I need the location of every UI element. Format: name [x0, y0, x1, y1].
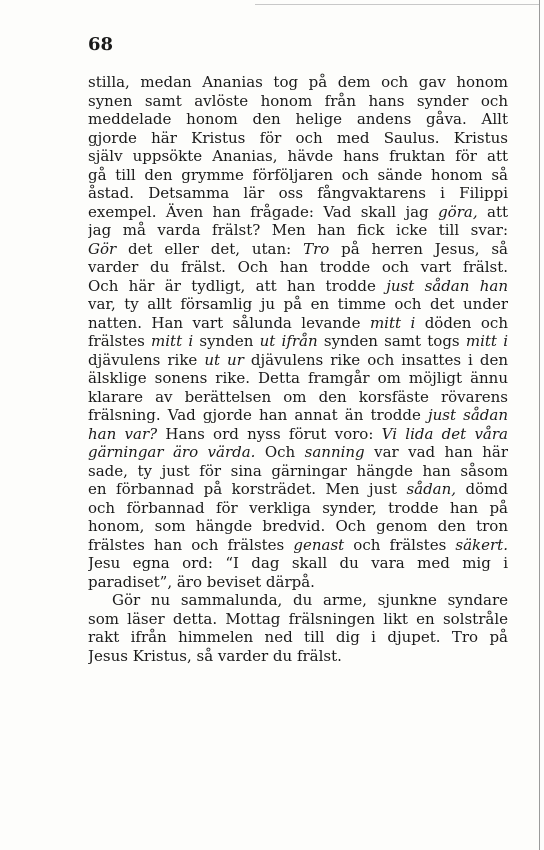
italic-emphasis: ut ur: [204, 350, 244, 369]
italic-emphasis: säkert.: [455, 535, 508, 554]
text-run: det eller det, utan:: [116, 239, 304, 258]
page-right-edge: [539, 0, 540, 850]
text-line: [88, 443, 508, 462]
text-line: [88, 73, 508, 92]
page-number: 68: [88, 34, 114, 55]
italic-emphasis: Tro: [303, 239, 330, 258]
text-line: [88, 332, 508, 351]
text-run: åstad. Detsamma lär oss fångvaktarens i Filippi: [88, 184, 508, 202]
text-run: frälstes han och frälstes: [88, 535, 294, 554]
text-run: på herren Jesus, så: [329, 239, 508, 258]
text-run: och frälstes: [344, 535, 456, 554]
text-run: dömd: [456, 480, 508, 498]
text-line: [88, 166, 508, 185]
text-line: [88, 462, 508, 481]
text-run: klarare av berättelsen om den korsfäste rövarens: [88, 387, 508, 406]
text-line: [88, 314, 508, 333]
text-run: frälsning. Vad gjorde han annat än trodde: [88, 406, 428, 424]
text-line: [88, 92, 508, 111]
text-run: djävulens rike och insattes i den: [243, 350, 508, 369]
text-line: [88, 610, 508, 629]
italic-emphasis: genast: [293, 535, 345, 554]
text-run: rakt ifrån himmelen ned till dig i djupet. Tro på: [88, 628, 508, 646]
text-run: Gör nu sammalunda, du arme, sjunkne syndare: [112, 591, 508, 609]
text-line: [88, 591, 508, 610]
text-line: [88, 147, 508, 166]
text-run: stilla, medan Ananias tog på dem och gav honom: [88, 73, 508, 91]
text-run: synen samt avlöste honom från hans synder och: [88, 91, 508, 110]
text-line: [88, 295, 508, 314]
text-run: natten. Han vart sålunda levande: [88, 313, 370, 332]
text-run: jag må varda frälst? Men han fick icke till svar:: [88, 221, 508, 239]
text-run: döden och: [415, 313, 508, 332]
italic-emphasis: mitt i: [151, 332, 194, 350]
text-line: [88, 425, 508, 444]
text-run: som läser detta. Mottag frälsningen likt en solstråle: [88, 609, 508, 628]
text-run: Och: [255, 443, 305, 461]
text-run: synden: [193, 332, 260, 350]
text-run: älsklige sonens rike. Detta framgår om möjligt ännu: [88, 369, 508, 387]
text-run: Hans ord nyss förut voro:: [157, 424, 382, 443]
text-line: [88, 221, 508, 240]
italic-emphasis: mitt i: [369, 313, 416, 332]
text-line: [88, 647, 508, 666]
text-line: [88, 203, 508, 222]
text-run: gjorde här Kristus för och med Saulus. Kristus: [88, 128, 508, 147]
text-line: [88, 573, 508, 592]
page-top-edge: [255, 4, 540, 5]
text-run: att: [477, 202, 508, 221]
text-run: Jesu egna ord: “I dag skall du vara med mig i: [88, 554, 508, 572]
body-text: [88, 73, 508, 665]
text-line: [88, 554, 508, 573]
text-run: paradiset”, äro beviset därpå.: [88, 572, 315, 591]
text-run: varder du frälst. Och han trodde och vart frälst.: [88, 258, 508, 276]
text-line: [88, 184, 508, 203]
italic-emphasis: Gör: [88, 239, 117, 258]
text-line: [88, 351, 508, 370]
text-run: Jesus Kristus, så varder du frälst.: [88, 646, 342, 665]
italic-emphasis: göra,: [438, 202, 478, 221]
text-line: [88, 499, 508, 518]
italic-emphasis: mitt i: [465, 332, 508, 350]
text-run: var vad han här: [364, 443, 508, 461]
italic-emphasis: gärningar äro värda.: [88, 443, 256, 461]
italic-emphasis: ut ifrån: [259, 332, 318, 350]
text-run: exempel. Även han frågade: Vad skall jag: [88, 202, 439, 221]
text-run: djävulens rike: [88, 350, 205, 369]
text-line: [88, 406, 508, 425]
text-line: [88, 110, 508, 129]
text-line: [88, 240, 508, 259]
text-line: [88, 517, 508, 536]
text-run: var, ty allt församlig ju på en timme och det under: [88, 295, 508, 313]
text-run: själv uppsökte Ananias, hävde hans fruktan för att: [88, 147, 508, 165]
text-line: [88, 536, 508, 555]
italic-emphasis: just sådan han: [386, 276, 508, 295]
italic-emphasis: han var?: [88, 424, 158, 443]
text-run: honom, som hängde bredvid. Och genom den tron: [88, 517, 508, 535]
text-run: sade, ty just för sina gärningar hängde han såsom: [88, 461, 508, 480]
text-line: [88, 277, 508, 296]
text-line: [88, 628, 508, 647]
text-run: frälstes: [88, 332, 152, 350]
text-run: Och här är tydligt, att han trodde: [88, 276, 387, 295]
text-line: [88, 369, 508, 388]
italic-emphasis: sådan,: [406, 480, 457, 498]
text-run: en förbannad på korsträdet. Men just: [88, 480, 407, 498]
text-line: [88, 258, 508, 277]
text-run: gå till den grymme förföljaren och sände honom så: [88, 165, 508, 184]
text-line: [88, 129, 508, 148]
italic-emphasis: Vi lida det våra: [381, 424, 508, 443]
italic-emphasis: just sådan: [427, 406, 508, 424]
text-run: meddelade honom den helige andens gåva. Allt: [88, 110, 508, 128]
italic-emphasis: sanning: [304, 443, 365, 461]
text-line: [88, 480, 508, 499]
text-line: [88, 388, 508, 407]
text-run: synden samt togs: [317, 332, 466, 350]
text-run: och förbannad för verkliga synder, trodde han på: [88, 498, 508, 517]
